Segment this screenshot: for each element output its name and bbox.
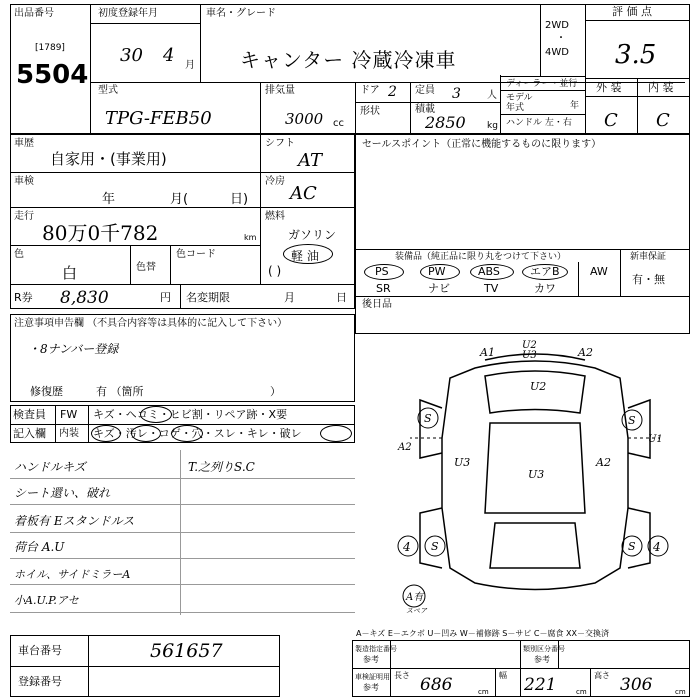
capacity-label: 定員 [415,85,435,96]
notes-label: 注意事項申告欄 （不具合内容等は具体的に記入して下さい） [14,318,288,329]
divider [585,4,586,134]
capacity-value: 3 [452,86,461,102]
circle-scratch [91,425,121,442]
load-unit: kg [487,121,498,131]
mark-s-left-rear: S [431,540,439,553]
mark-s-right-rear: S [628,540,636,553]
fw-items: キズ・ヘコミ・ヒビ割・リペア跡・X要 [93,408,288,421]
model-year-label2: 年式 [506,103,525,113]
divider [355,296,690,297]
divider [620,249,621,296]
grade-value: 3.5 [615,40,657,70]
recycle-value: 8,830 [60,288,109,308]
divider [355,102,500,103]
mark-s-left: S [424,412,432,425]
divider [500,76,585,77]
load-label: 積載 [415,104,435,115]
mark-u1-right: U1 [648,434,663,445]
divider [10,207,355,208]
note-line [10,478,355,479]
note-divider [180,450,181,615]
divider [585,96,690,97]
divider [180,284,181,309]
ac-value: AC [290,183,317,204]
sales-point-label: セールスポイント（正常に機能するものに限ります） [362,139,602,150]
recycle-label: R券 [14,291,33,304]
capacity-unit: 人 [487,90,497,101]
model-year-unit: 年 [570,101,580,111]
exterior-value: C [604,110,618,131]
drive-4wd: 4WD [545,47,569,58]
fuel-value2: 軽 油 [291,249,319,263]
shape-label: 形状 [360,106,380,117]
reg-year: 30 [120,45,143,66]
displacement-unit: cc [333,118,344,129]
cert-label2: 参考 [363,683,379,692]
color-code-label: 色コード [176,249,216,260]
door-value: 2 [388,84,397,100]
divider [130,245,131,284]
spec-label1: 製造指定番号 [355,645,397,653]
chassis-label: 車台番号 [18,644,62,657]
divider [500,114,585,115]
damage-legend: A－キズ E－エクボ U－凹み W－補修跡 S－サビ C－腐食 XX－交換済 [356,629,610,638]
divider [10,284,355,285]
mark-a2-right: A2 [596,456,611,469]
divider [520,640,521,697]
divider [540,4,541,76]
usage-label: 車歴 [14,138,34,149]
displacement-label: 排気量 [265,85,295,96]
class-label2: 参考 [534,655,550,664]
fuel-paren: ( ) [268,264,282,278]
reg-month-unit: 月 [185,60,195,71]
notes-entry: ・8ナンバー登録 [28,342,119,356]
mileage-value: 80万0千782 [42,221,159,245]
divider [200,4,201,82]
circle-dent [140,406,172,423]
divider [585,20,690,21]
displacement-value: 3000 [285,110,324,128]
divider [260,82,261,134]
fuel-label: 燃料 [265,211,285,222]
hand-note-6: 小A.U.P.アセ [14,594,79,607]
divider [355,249,690,250]
new-warranty-label: 新車保証 [630,252,667,262]
mark-a2-left: A2 [398,442,412,453]
door-label: ドア [360,85,380,96]
shift-label: シフト [265,138,295,149]
mark-u2-top: U2 [522,340,537,351]
chassis-value: 561657 [150,640,223,662]
reg-no-label: 登録番号 [18,675,62,688]
lot-number: 5504 [16,60,89,90]
load-value: 2850 [425,113,466,132]
handle-label: ハンドル 左・右 [506,118,572,128]
inspector-row1-label: 検査員 [13,408,46,421]
width-label: 幅 [499,671,507,680]
usage-value: 自家用・(事業用) [50,150,167,168]
model-value: TPG-FEB50 [105,108,212,129]
hand-note-3: 着板有 Eスタンドルス [14,514,135,528]
length-unit: cm [478,688,489,696]
car-name-label: 車名・グレード [206,8,276,19]
divider [55,405,56,443]
mileage-unit: km [244,233,257,242]
sales-equipment-frame [355,134,690,334]
equip-sr: SR [376,282,391,295]
note-line [10,558,355,559]
circle-burn [171,425,203,442]
inspection-month: 月( [170,192,189,207]
equip-leather: カワ [534,282,556,295]
note-line [10,584,355,585]
equip-navi: ナビ [428,282,450,295]
hand-note-2: シート還い、破れ [14,486,111,500]
hand-note-5: ホイル、サイドミラーA [14,568,131,581]
repair-close: ） [270,385,281,398]
divider [260,134,261,284]
equip-abs: ABS [478,265,500,278]
length-label: 長さ [394,671,410,680]
divider [410,82,411,134]
divider [88,635,89,697]
equip-ps: PS [375,265,389,278]
divider [578,262,579,296]
exterior-label: 外 装 [596,81,622,94]
hand-note-4: 荷台 A.U [14,540,65,554]
interior-tag-label: 内装 [59,428,79,439]
color-label: 色 [14,249,24,260]
mark-u3-center: U3 [528,468,545,481]
reg-month: 4 [163,45,175,66]
fuel-value1: ガソリン [288,228,337,242]
ac-label: 冷房 [265,176,285,187]
recycle-unit: 円 [160,291,171,304]
divider [90,23,200,24]
ref-code: [1789] [35,43,65,53]
inspection-label: 車検 [14,176,34,187]
divider [637,78,638,134]
drive-dot: ・ [556,33,566,44]
hand-note-1: ハンドルキズ [14,460,86,474]
width-unit: cm [576,688,587,696]
fw-label: FW [60,408,78,421]
divider [10,666,280,667]
note-line [10,612,355,613]
inner-color-label: 色替 [136,262,156,273]
color-value: 白 [62,264,78,282]
car-name-value: キャンター 冷蔵冷凍車 [240,48,457,72]
divider [10,172,355,173]
spec-label2: 参考 [363,655,379,664]
equip-airbag: エアB [530,265,560,278]
divider [495,668,496,697]
after-label: 後日品 [362,299,392,310]
height-label: 高さ [594,671,610,680]
mark-u3-left: U3 [454,456,471,469]
divider [355,82,356,134]
mileage-label: 走行 [14,211,34,222]
class-label1: 類別区分番号 [523,645,565,653]
equip-tv: TV [484,282,499,295]
cert-label1: 車検証明用 [355,673,390,681]
mark-a2-top: A2 [578,346,593,359]
mark-a-spare: A有 [406,592,424,603]
inspector-row2-label: 記入欄 [13,427,46,440]
name-change-day: 日 [336,291,347,304]
mark-4-left: 4 [403,540,411,554]
mark-u3-top: U3 [522,350,537,361]
inspection-year: 年 [102,192,116,207]
shift-value: AT [298,150,323,171]
repair-value: 有 （箇所 [96,385,144,398]
interior-value: C [656,110,670,131]
name-change-month: 月 [284,291,295,304]
reg-label: 初度登録年月 [98,8,158,19]
divider [500,75,501,134]
dealer-label: ディーラー・並行 [506,79,578,89]
divider [500,90,585,91]
height-unit: cm [675,688,686,696]
interior-items: キズ・汚レ・コゲ・穴・スレ・キレ・破レ [93,427,302,440]
mark-a1: A1 [480,346,495,359]
height-value: 306 [620,675,653,695]
length-value: 686 [420,675,453,695]
grade-label: 評 価 点 [612,5,652,18]
note-line [10,504,355,505]
circle-stain [131,425,161,442]
equip-aw: AW [590,265,608,278]
mark-s-right: S [628,414,636,427]
repair-label: 修復歴 [30,385,63,398]
divider [590,668,591,697]
equip-pw: PW [428,265,446,278]
divider [585,78,690,79]
divider [352,668,690,669]
divider [170,245,171,284]
lot-label: 出品番号 [14,8,54,19]
mark-spare-label: スペア [406,607,427,615]
mark-u2-hood: U2 [530,380,547,393]
drive-2wd: 2WD [545,20,569,31]
model-label: 型式 [98,85,118,96]
mark-4-right: 4 [653,540,661,554]
right-note: T.之列りS.C [188,460,255,474]
note-line [10,532,355,533]
interior-label: 内 装 [648,81,674,94]
inspection-day: 日) [230,192,249,207]
divider [88,405,89,443]
model-year-label1: モデル [506,93,533,103]
equipment-title: 装備品（純正品に限り丸をつけて下さい） [395,252,567,262]
car-diagram [380,338,690,618]
circle-tear [320,425,352,442]
new-warranty-value: 有・無 [632,273,665,286]
name-change-label: 名変期限 [186,291,230,304]
width-value: 221 [524,675,557,695]
